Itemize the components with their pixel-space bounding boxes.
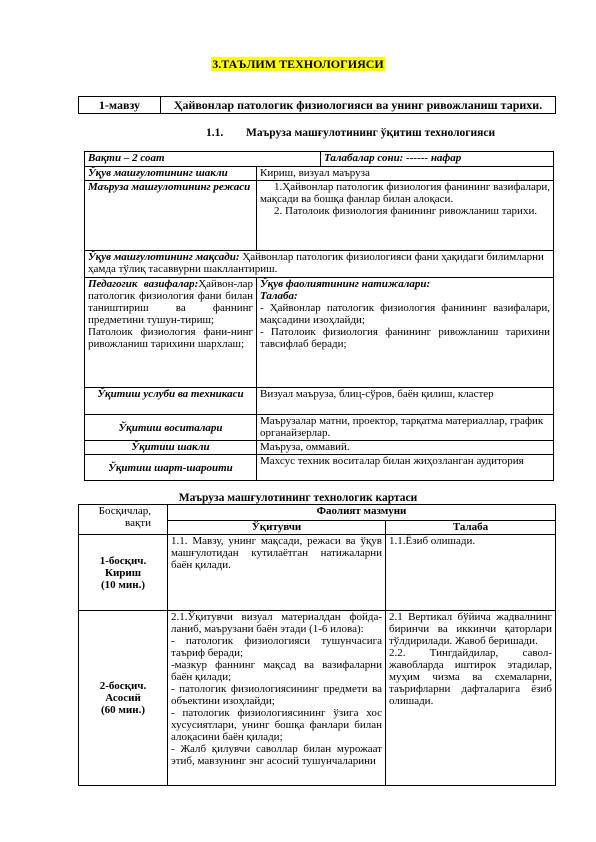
topic-number: 1-мавзу (79, 97, 161, 114)
stage-2-teacher-5: - патологик физиологиясининг ўзига хос хусусиятлари, унинг бошқа фанлари билан алоқасини баён қилади; (171, 707, 382, 743)
result-1: - Ҳайвонлар патологик физиология фанининг вазифалари, мақсадини изоҳлайди; (260, 302, 550, 326)
subheading-number: 1.1. (206, 127, 224, 139)
stage-2-teacher-6: - Жалб қилувчи саволлар билан мурожаат этиб, мавзунинг энг асосий тушунчаларини (171, 743, 382, 767)
stages-header: Босқичлар, вақти (79, 505, 168, 535)
conditions-value: Махсус техник воситалар билан жиҳозланган аудитория (257, 455, 554, 481)
plan-item-1: 1.Ҳайвонлар патологик физиология фанининг вазифалари, мақсади ва бошқа фанлар билан алоқаси. (260, 181, 550, 205)
student-header: Талаба (386, 521, 556, 535)
topic-table (78, 96, 556, 114)
stage-1-number: 1-босқич. (99, 554, 147, 567)
stage-1 (79, 535, 168, 611)
method-label: Ўқитиш услуби ва техникаси (85, 388, 257, 415)
stage-2-teacher-3: -мазкур фаннинг мақсад ва вазифаларни баён қилади; (171, 659, 382, 683)
result-2: - Патолоик физиология фанининг ривожланиш тарихини тавсифлаб беради; (260, 326, 550, 350)
means-value: Маърузалар матни, проектор, тарқатма материаллар, график органайзерлар. (257, 415, 554, 441)
stage-2-student-1: 2.1 Вертикал бўйича жадвалнинг биринчи ва иккинчи қаторлари тўлдирилади. Жавоб беришади. (389, 611, 552, 647)
stage-2-teacher-1: 2.1.Ўқитувчи визуал материалдан фойда-ланиб, маърузани баён этади (1-6 илова): (171, 611, 382, 635)
results-cell (257, 278, 554, 388)
time-cell: Вақти – 2 соат (85, 152, 321, 167)
results-sub: Талаба: (260, 290, 298, 302)
tasks-text-2: Патолоик физиология фани-нинг ривожланиш тарихини шархлаш; (88, 326, 253, 350)
stage-2-teacher (168, 611, 386, 786)
tasks-cell (85, 278, 257, 388)
goal-label: Ўқув машғулотининг мақсади: (88, 251, 240, 263)
tasks-text: Ҳайвон-лар патологик физиология фани билан таништириш ва фаннинг предметини тушун-тириш; (88, 278, 253, 326)
goal-text: Ҳайвонлар патологик физиологияси фани ҳақидаги билимларни ҳамда тўлиқ тасаввурни шакллантириш. (88, 251, 544, 275)
form-value: Кириш, визуал маъруза (257, 167, 554, 181)
content-header: Фаолият мазмуни (168, 505, 556, 521)
stage-2-teacher-2: - патологик физиологияси тушунчасига таъриф беради; (171, 635, 382, 659)
goal-cell (85, 251, 554, 278)
form-label: Ўқув машғулотининг шакли (85, 167, 257, 181)
method-value: Визуал маъруза, блиц-сўров, баён қилиш, кластер (257, 388, 554, 415)
stage-2-time: (60 мин.) (101, 704, 145, 716)
shape-label: Ўқитиш шакли (85, 441, 257, 455)
plan-label: Маъруза машғулотининг режаси (85, 181, 257, 251)
means-label: Ўқитиш воситалари (85, 415, 257, 441)
stage-2 (79, 611, 168, 786)
plan-item-2: 2. Патолоик физиология фанининг ривожланиш тарихи. (274, 205, 538, 217)
topic-name: Ҳайвонлар патологик физиологияси ва унинг ривожланиш тарихи. (161, 97, 556, 114)
tech-map-title: Маъруза машғулотининг технологик картаси (178, 492, 418, 504)
students-cell: Талабалар сони: ------ нафар (321, 152, 554, 167)
stage-2-student (386, 611, 556, 786)
subheading-text: Маъруза машғулотининг ўқитиш технологияси (246, 127, 496, 139)
plan-value (257, 181, 554, 251)
conditions-label: Ўқитиш шарт-шароити (85, 455, 257, 481)
stage-1-teacher: 1.1. Мавзу, унинг мақсади, режаси ва ўқув машғулотидан кутилаётган натижаларни баён қилади. (168, 535, 386, 611)
lecture-info-table (84, 151, 554, 481)
stage-2-teacher-4: - патологик физиологиясининг предмети ва объектини изоҳлайди; (171, 683, 382, 707)
stage-2-student-2: 2.2. Тингдайдилар, савол-жавобларда иштирок этадилар, муҳим чизма ва схемаларни, таърифларни дафталарига ёзиб олишади. (389, 647, 552, 707)
stage-1-time: (10 мин.) (101, 578, 145, 591)
stage-1-student: 1.1.Ёзиб олишади. (386, 535, 556, 611)
stage-2-number: 2-босқич. (99, 680, 147, 692)
shape-value: Маъруза, оммавий. (257, 441, 554, 455)
subheading (206, 127, 495, 139)
stage-2-name: Асосий (105, 692, 141, 704)
document-title: 3.ТАЪЛИМ ТЕХНОЛОГИЯСИ (212, 57, 384, 71)
tech-map-table (78, 504, 556, 786)
teacher-header: Ўқитувчи (168, 521, 386, 535)
results-label: Ўқув фаолиятининг натижалари: (260, 278, 431, 290)
tasks-label: Педагогик вазифалар: (88, 278, 199, 290)
stage-1-name: Кириш (104, 566, 142, 579)
